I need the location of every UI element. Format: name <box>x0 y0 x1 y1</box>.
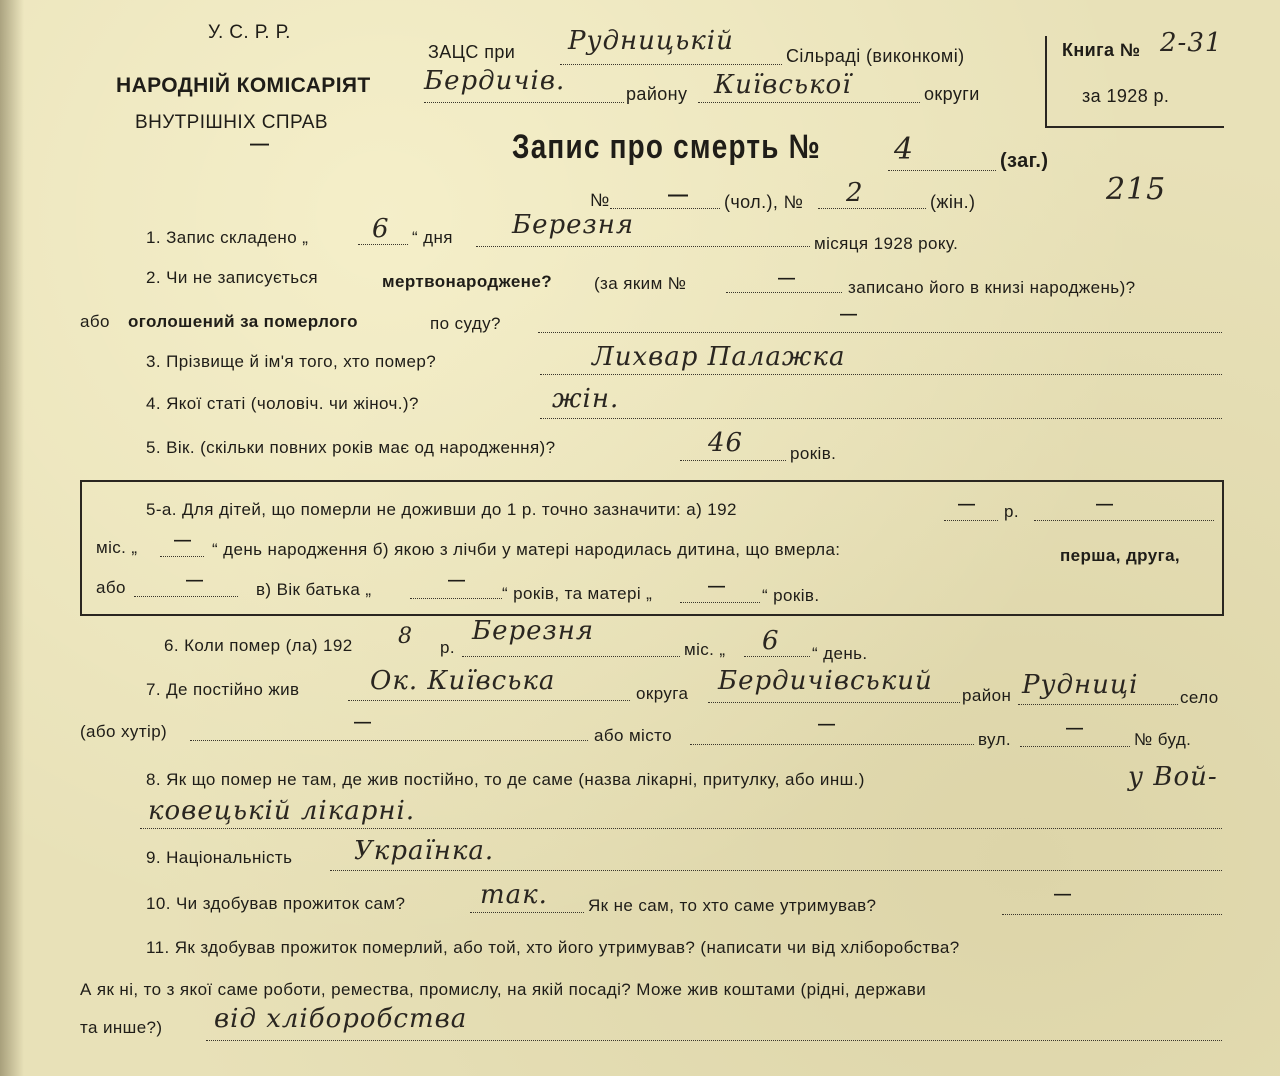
female-number-line <box>818 208 926 209</box>
livelihood-value: від хліборобства <box>214 1004 468 1034</box>
book-year: за 1928 р. <box>1082 86 1170 106</box>
female-number-value: 2 <box>846 178 864 208</box>
livelihood-line <box>206 1040 1222 1041</box>
death-year-digit: 8 <box>398 624 413 649</box>
death-day: 6 <box>762 626 780 656</box>
item5a-line2-prefix: міс. „ <box>96 538 138 557</box>
village-council-value: Рудницькій <box>568 26 734 56</box>
residence-city-line <box>690 744 974 745</box>
residence-village: Рудниці <box>1022 670 1139 700</box>
item2-by-court: по суду? <box>430 314 501 333</box>
header-dash: — <box>250 134 270 155</box>
book-label: Книга № <box>1062 40 1141 60</box>
residence-farm-value: — <box>354 712 372 731</box>
item5a-year-line <box>944 520 998 521</box>
item2-suffix: записано його в книзі народжень)? <box>848 278 1136 297</box>
district-line <box>424 102 624 103</box>
item10-suffix: Як не сам, то хто саме утримував? <box>588 896 877 915</box>
item5a-father-age: в) Вік батька „ <box>256 580 372 599</box>
item1-day: 6 <box>372 214 390 244</box>
council-label: Сільраді (виконкомі) <box>786 46 965 66</box>
item5a-father-value: — <box>448 570 466 589</box>
item2-number-value: — <box>778 268 796 287</box>
item5a-day-value: — <box>174 530 192 549</box>
residence-okrug: Ок. Київська <box>370 666 556 696</box>
male-number-line <box>610 208 720 209</box>
item6-label: 6. Коли помер (ла) 192 <box>164 636 353 655</box>
item5a-or-value: — <box>186 570 204 589</box>
supporter-line <box>1002 914 1222 915</box>
death-day-suffix: “ день. <box>812 644 868 663</box>
item1-mid: “ дня <box>412 228 453 247</box>
death-place-line2: ковецькій лікарні. <box>148 796 416 826</box>
book-number: 2-31 <box>1160 28 1223 58</box>
item5a-mother-value: — <box>708 576 726 595</box>
death-day-line <box>744 656 810 657</box>
okrug-line <box>698 102 920 103</box>
residence-village-line <box>1018 704 1178 705</box>
record-number: 4 <box>894 132 915 167</box>
item10-label: 10. Чи здобував прожиток сам? <box>146 894 406 913</box>
item11-line1: 11. Як здобував прожиток померлий, або той, хто його утримував? (написати чи від хліборобства? <box>146 938 960 957</box>
item1-month: Березня <box>512 210 635 240</box>
item5a-mother-age: “ років, та матері „ <box>502 584 653 603</box>
age-line <box>680 460 786 461</box>
item2-declared-dead: оголошений за померлого <box>128 312 358 331</box>
residence-farm-line <box>190 740 588 741</box>
item1-suffix: місяця 1928 року. <box>814 234 959 253</box>
item11-line3: та инше?) <box>80 1018 163 1037</box>
male-number-value: — <box>668 184 689 206</box>
item5a-line3-or: або <box>96 578 126 597</box>
age-suffix: років. <box>790 444 837 463</box>
district-label: району <box>626 84 688 104</box>
item2-or: або <box>80 312 110 331</box>
item5a-day-line <box>160 556 204 557</box>
item5a-birth-order: перша, друга, <box>1060 546 1181 565</box>
item1-prefix: 1. Запис складено „ <box>146 228 309 247</box>
item2-stillborn: мертвонароджене? <box>382 272 552 291</box>
residence-city-value: — <box>818 714 836 733</box>
village-council-line <box>560 64 782 65</box>
commissariat-subtitle: ВНУТРІШНІХ СПРАВ <box>135 112 328 133</box>
item2-which-number: (за яким № <box>594 274 687 293</box>
residence-street-value: — <box>1066 718 1084 737</box>
item5a-years: “ років. <box>762 586 820 605</box>
item2-court-line <box>538 332 1222 333</box>
item5a-line1: 5-а. Для дітей, що померли не доживши до 1 р. точно зазначити: а) 192 <box>146 500 737 519</box>
residence-street-line <box>1020 746 1130 747</box>
item3-line <box>540 374 1222 375</box>
item5a-month-value: — <box>1096 494 1114 513</box>
item5a-month-line <box>1034 520 1214 521</box>
item1-month-line <box>476 246 810 247</box>
deceased-name: Лихвар Палажка <box>592 342 846 372</box>
item4-line <box>540 418 1222 419</box>
record-title: Запис про смерть № <box>512 128 821 166</box>
item11-line2: А як ні, то з якої саме роботи, ремества, промислу, на якій посаді? Може жив коштами (рідні, держави <box>80 980 927 999</box>
death-month-line <box>462 656 680 657</box>
item3-label: 3. Прізвище й ім'я того, хто помер? <box>146 352 437 371</box>
residence-district: Бердичівський <box>718 666 933 696</box>
item5a-or-line <box>134 596 238 597</box>
item5-label: 5. Вік. (скільки повних років має од народження)? <box>146 438 556 457</box>
sex-value: жін. <box>552 384 620 414</box>
female-number-suffix: (жін.) <box>930 192 976 212</box>
district-value: Бердичів. <box>424 66 566 96</box>
item2-number-line <box>726 292 842 293</box>
item2-court-value: — <box>840 304 858 323</box>
residence-okrug-line <box>348 700 630 701</box>
record-suffix: (заг.) <box>1000 150 1049 172</box>
item1-day-line <box>358 244 408 245</box>
zags-label: ЗАЦС при <box>428 42 516 62</box>
item5a-mother-line <box>680 602 760 603</box>
item5a-father-line <box>410 598 502 599</box>
nationality-value: Українка. <box>354 836 495 866</box>
residence-okrug-label: округа <box>636 684 689 703</box>
okrug-label: округи <box>924 84 980 104</box>
item8-label: 8. Як що помер не там, де жив постійно, то де саме (назва лікарні, притулку, або инш.) <box>146 770 865 789</box>
record-number-line <box>888 170 996 171</box>
item5a-year-suffix: р. <box>1004 502 1019 521</box>
supporter-value: — <box>1054 884 1072 903</box>
item2-prefix: 2. Чи не записується <box>146 268 318 287</box>
paper-edge <box>0 0 24 1076</box>
residence-district-line <box>708 702 960 703</box>
residence-farm-label: (або хутір) <box>80 722 168 741</box>
residence-district-label: район <box>962 686 1012 705</box>
okrug-value: Київської <box>714 70 852 100</box>
item4-label: 4. Якої статі (чоловіч. чи жіноч.)? <box>146 394 419 413</box>
item7-label: 7. Де постійно жив <box>146 680 300 699</box>
commissariat-title: НАРОДНІЙ КОМІСАРІЯТ <box>116 74 371 97</box>
item5a-year-value: — <box>958 494 976 513</box>
corner-number: 215 <box>1106 172 1167 207</box>
residence-village-label: село <box>1180 688 1219 707</box>
residence-street-label: вул. <box>978 730 1012 749</box>
death-month: Березня <box>472 616 595 646</box>
age-value: 46 <box>708 428 744 458</box>
item5a-line2-text: “ день народження б) якою з лічби у матері народилась дитина, що вмерла: <box>212 540 841 559</box>
death-place-line <box>140 828 1222 829</box>
nationality-line <box>330 870 1222 871</box>
male-number-suffix: (чол.), № <box>724 192 804 212</box>
male-number-label: № <box>590 190 610 210</box>
death-place-line1: у Вой- <box>1128 762 1218 792</box>
residence-building-label: № буд. <box>1134 730 1192 749</box>
self-supported-line <box>470 912 584 913</box>
death-day-prefix: міс. „ <box>684 640 726 659</box>
residence-city-label: або місто <box>594 726 672 745</box>
item9-label: 9. Національність <box>146 848 293 867</box>
death-year-suffix: р. <box>440 638 455 657</box>
self-supported-value: так. <box>480 880 548 910</box>
republic-label: У. С. Р. Р. <box>208 22 291 43</box>
